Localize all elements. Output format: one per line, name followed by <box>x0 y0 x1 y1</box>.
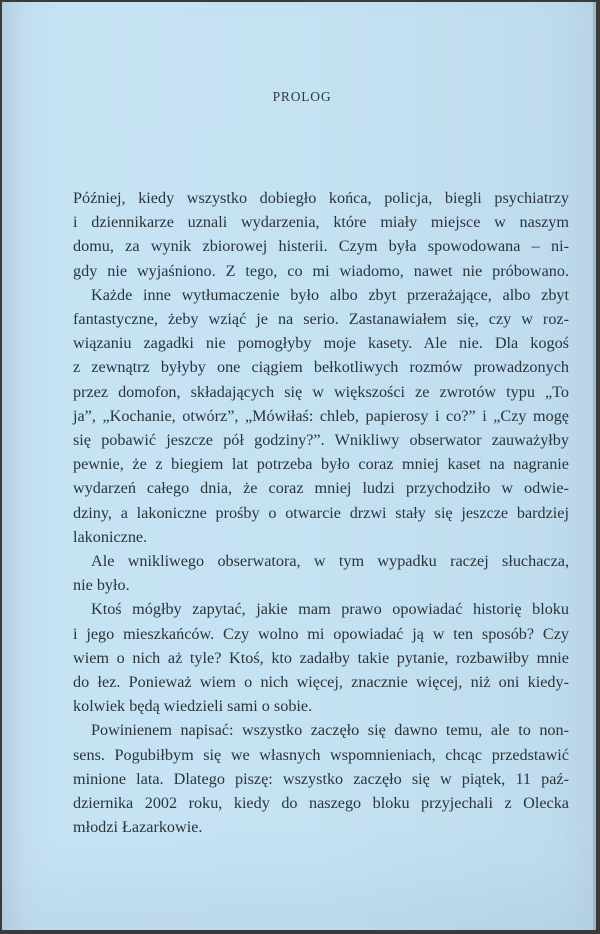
text-line: z zewnątrz byłyby one ciągiem bełkotliwych rozmów prowadzonych <box>73 358 569 377</box>
text-line: Ktoś mógłby zapytać, jakie mam prawo opowiadać historię bloku <box>91 600 569 619</box>
text-line: się pobawić jeszcze pół godziny?”. Wnikliwy obserwator zauważyłby <box>73 431 569 450</box>
text-line: domu, za wynik zbiorowej histerii. Czym była spowodowana – ni- <box>73 237 569 256</box>
paragraph <box>73 597 569 718</box>
paragraph <box>73 718 569 839</box>
text-line: przez domofon, składających się w większości ze zwrotów typu „To <box>73 382 569 401</box>
text-line: młodzi Łazarkowie. <box>73 818 203 837</box>
text-line: i jego mieszkańców. Czy wolno mi opowiadać ją w ten sposób? Czy <box>73 624 569 643</box>
text-line: sens. Pogubiłbym się we własnych wspomnieniach, chcąc przedstawić <box>73 745 569 764</box>
text-line: i dziennikarze uznali wydarzenia, które miały miejsce w naszym <box>73 213 569 232</box>
paragraph <box>73 549 569 597</box>
text-line: wiem o nich aż tyle? Ktoś, kto zadałby takie pytanie, rozbawiłby mnie <box>73 648 569 667</box>
text-line: Każde inne wytłumaczenie było albo zbyt przerażające, albo zbyt <box>91 285 569 304</box>
text-line: gdy nie wyjaśniono. Z tego, co mi wiadomo, nawet nie próbowano. <box>73 261 569 280</box>
text-line: Ale wnikliwego obserwatora, w tym wypadku raczej słuchacza, <box>91 552 569 571</box>
text-line: do łez. Ponieważ wiem o nich więcej, znacznie więcej, niż oni kiedy- <box>73 673 569 692</box>
paragraph <box>73 186 569 283</box>
chapter-body <box>73 186 569 839</box>
text-line: minione lata. Dlatego piszę: wszystko zaczęło się w piątek, 11 paź- <box>73 769 569 788</box>
text-line: wiązaniu zagadki nie pomogłyby moje kasety. Ale nie. Dla kogoś <box>73 334 569 353</box>
text-line: wydarzeń całego dnia, że coraz mniej ludzi przychodziło w odwie- <box>73 479 569 498</box>
text-line: kolwiek będą wiedzieli sami o sobie. <box>73 697 313 716</box>
text-line: dziernika 2002 roku, kiedy do naszego bloku przyjechali z Olecka <box>73 794 569 813</box>
text-line: Później, kiedy wszystko dobiegło końca, policja, biegli psychiatrzy <box>73 189 569 207</box>
text-line: Powinienem napisać: wszystko zaczęło się dawno temu, ale to non- <box>91 721 569 740</box>
text-line: pewnie, że z biegiem lat potrzeba było coraz mniej kaset na nagranie <box>73 455 569 474</box>
text-line: nie było. <box>73 576 130 595</box>
text-line: lakoniczne. <box>73 527 148 546</box>
book-page <box>2 2 596 930</box>
text-line: fantastyczne, żeby wziąć je na serio. Zastanawiałem się, czy w roz- <box>73 310 569 329</box>
paragraph <box>73 283 569 549</box>
text-line: ja”, „Kochanie, otwórz”, „Mówiłaś: chleb, papierosy i co?” i „Czy mogę <box>73 406 569 425</box>
chapter-title: PROLOG <box>272 89 332 104</box>
text-line: dziny, a lakoniczne prośby o otwarcie drzwi stały się jeszcze bardziej <box>73 503 569 522</box>
